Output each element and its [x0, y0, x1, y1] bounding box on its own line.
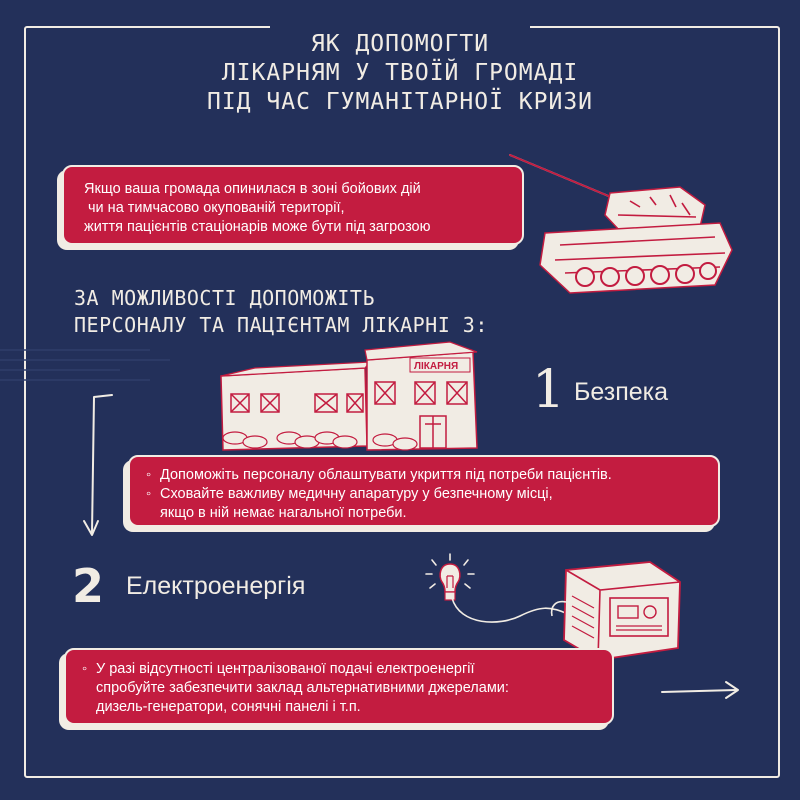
decor-lines	[0, 345, 200, 395]
section-1-number: 1	[532, 360, 566, 420]
hospital-icon	[215, 338, 485, 458]
title-line-1: ЯК ДОПОМОГТИ	[310, 31, 490, 57]
section-1-bullet-2: ◦ Сховайте важливу медичну апаратуру у безпечному місці,	[146, 486, 553, 502]
subtitle-line-1: ЗА МОЖЛИВОСТІ ДОПОМОЖІТЬ	[74, 286, 375, 310]
subtitle-line-2: ПЕРСОНАЛУ ТА ПАЦІЄНТАМ ЛІКАРНІ З:	[74, 313, 488, 337]
arrow-right-icon	[660, 680, 750, 704]
section-2-title: Електроенергія	[126, 572, 306, 600]
page-title	[0, 30, 800, 117]
bullet-glyph: ◦	[146, 467, 152, 483]
intro-line-1: Якщо ваша громада опинилася в зоні бойових дій	[84, 181, 421, 197]
intro-box	[62, 165, 524, 245]
section-2-number: 2	[72, 559, 105, 613]
subtitle	[74, 285, 488, 339]
section-1-bullet-2-cont: якщо в ній немає нагальної потреби.	[160, 505, 407, 521]
hospital-sign: ЛІКАРНЯ	[414, 361, 459, 372]
intro-line-3: життя пацієнтів стаціонарів може бути під загрозою	[84, 219, 431, 235]
intro-line-2: чи на тимчасово окупованій території,	[88, 200, 345, 216]
bullet-glyph: ◦	[146, 486, 152, 502]
bullet-glyph: ◦	[82, 661, 88, 677]
section-1-bullet-1: ◦ Допоможіть персоналу облаштувати укриття під потреби пацієнтів.	[146, 467, 612, 483]
section-2-bullet-1-cont-b: дизель-генератори, сонячні панелі і т.п.	[96, 699, 361, 715]
arrow-down-icon	[80, 393, 120, 543]
tank-icon	[500, 145, 740, 315]
section-1-title: Безпека	[574, 378, 669, 406]
section-1-box	[128, 455, 720, 527]
title-line-2: ЛІКАРНЯМ У ТВОЇЙ ГРОМАДІ	[221, 60, 579, 86]
section-2-bullet-1: ◦ У разі відсутності централізованої подачі електроенергії	[82, 661, 475, 677]
title-line-3: ПІД ЧАС ГУМАНІТАРНОЇ КРИЗИ	[206, 89, 594, 115]
section-2-box	[64, 648, 614, 725]
section-2-bullet-1-cont-a: спробуйте забезпечити заклад альтернативними джерелами:	[96, 680, 509, 696]
